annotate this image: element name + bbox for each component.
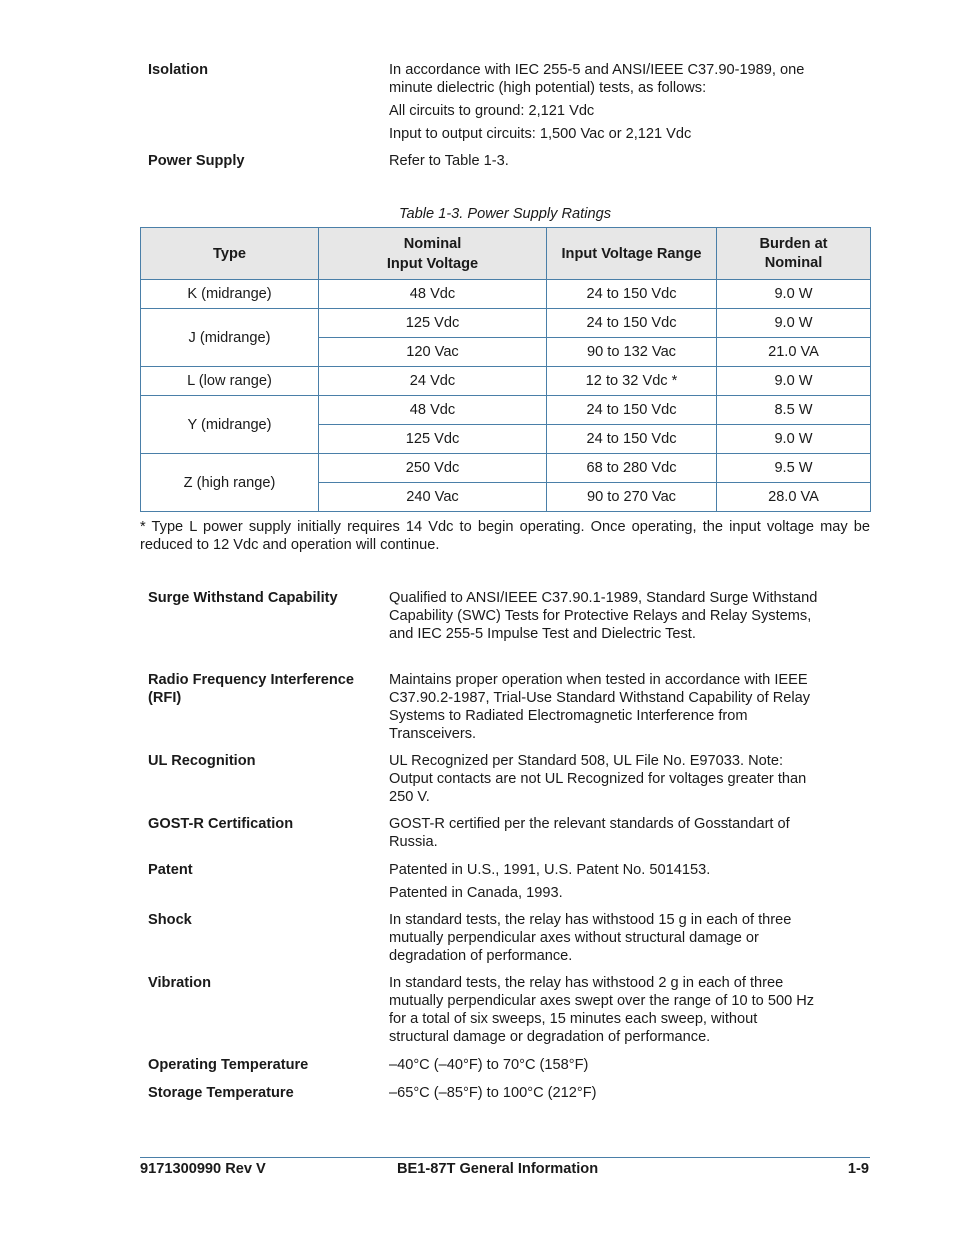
spec-value (389, 1056, 819, 1074)
spec-label: Radio Frequency Interference (RFI) (148, 672, 354, 706)
spec-value (389, 974, 819, 1046)
spec-value (389, 1084, 819, 1102)
cell-type: K (midrange) (141, 280, 319, 309)
cell-burden: 9.0 W (717, 367, 871, 396)
header-input-voltage-range: Input Voltage Range (547, 228, 717, 280)
cell-range: 24 to 150 Vdc (547, 396, 717, 425)
table-row (141, 454, 871, 483)
cell-range: 24 to 150 Vdc (547, 425, 717, 454)
table-header-row (141, 228, 871, 280)
footer-page-number: 1-9 (847, 1161, 869, 1177)
cell-range: 12 to 32 Vdc * (547, 367, 717, 396)
spec-label: Operating Temperature (148, 1057, 309, 1073)
spec-value (389, 671, 819, 743)
spec-label: Surge Withstand Capability (148, 590, 338, 606)
header-nominal-input-voltage: Nominal Input Voltage (319, 228, 547, 280)
spec-text: UL Recognized per Standard 508, UL File No. E97033. Note: Output contacts are not UL Recognized for voltages greater than 250 V. (389, 753, 807, 805)
spec-label: UL Recognition (148, 753, 256, 769)
cell-nominal: 48 Vdc (319, 280, 547, 309)
spec-text: All circuits to ground: 2,121 Vdc (389, 103, 595, 119)
table-row (141, 280, 871, 309)
cell-nominal: 125 Vdc (319, 425, 547, 454)
cell-range: 24 to 150 Vdc (547, 280, 717, 309)
cell-burden: 9.0 W (717, 425, 871, 454)
cell-nominal: 24 Vdc (319, 367, 547, 396)
spec-text: –40°C (–40°F) to 70°C (158°F) (389, 1057, 589, 1073)
table-footnote: * Type L power supply initially requires 14 Vdc to begin operating. Once operating, the input voltage may be reduced to 12 Vdc and operation will continue. (140, 519, 870, 553)
spec-label: Shock (148, 912, 192, 928)
spec-text: In accordance with IEC 255-5 and ANSI/IEEE C37.90-1989, one minute dielectric (high potential) tests, as follows: (389, 62, 805, 96)
cell-range: 90 to 270 Vac (547, 483, 717, 512)
footer-divider (140, 1157, 870, 1158)
spec-text: In standard tests, the relay has withstood 15 g in each of three mutually perpendicular axes without structural damage or degradation of performance. (389, 912, 792, 964)
table-row (141, 309, 871, 338)
spec-label: Patent (148, 862, 193, 878)
spec-value (389, 61, 819, 143)
spec-label: Power Supply (148, 153, 245, 169)
cell-range: 24 to 150 Vdc (547, 309, 717, 338)
cell-burden: 9.0 W (717, 309, 871, 338)
cell-nominal: 125 Vdc (319, 309, 547, 338)
spec-label: Storage Temperature (148, 1085, 294, 1101)
cell-burden: 28.0 VA (717, 483, 871, 512)
spec-text: –65°C (–85°F) to 100°C (212°F) (389, 1085, 597, 1101)
cell-type: Z (high range) (141, 454, 319, 512)
cell-range: 68 to 280 Vdc (547, 454, 717, 483)
power-supply-table (140, 227, 871, 512)
spec-value (389, 589, 819, 643)
spec-text: GOST-R certified per the relevant standards of Gosstandart of Russia. (389, 816, 790, 850)
spec-text: Maintains proper operation when tested in accordance with IEEE C37.90.2-1987, Trial-Use Standard Withstand Capability of Relay Systems to Radiated Electromagnetic Interference from Transceivers. (389, 672, 811, 742)
cell-range: 90 to 132 Vac (547, 338, 717, 367)
cell-burden: 9.5 W (717, 454, 871, 483)
spec-value (389, 152, 819, 170)
table-row (141, 367, 871, 396)
cell-nominal: 120 Vac (319, 338, 547, 367)
spec-text: Patented in Canada, 1993. (389, 885, 563, 901)
spec-label: GOST-R Certification (148, 816, 294, 832)
cell-nominal: 240 Vac (319, 483, 547, 512)
cell-burden: 9.0 W (717, 280, 871, 309)
spec-value (389, 911, 819, 965)
spec-value (389, 861, 819, 902)
footer-doc-number: 9171300990 Rev V (140, 1161, 266, 1177)
header-type: Type (141, 228, 319, 280)
header-burden: Burden at Nominal (717, 228, 871, 280)
cell-type: Y (midrange) (141, 396, 319, 454)
spec-text: Patented in U.S., 1991, U.S. Patent No. 5014153. (389, 862, 711, 878)
table-row (141, 396, 871, 425)
table-caption: Table 1-3. Power Supply Ratings (398, 206, 611, 222)
cell-nominal: 250 Vdc (319, 454, 547, 483)
cell-type: L (low range) (141, 367, 319, 396)
spec-value (389, 815, 819, 851)
spec-value (389, 752, 819, 806)
cell-nominal: 48 Vdc (319, 396, 547, 425)
cell-type: J (midrange) (141, 309, 319, 367)
cell-burden: 21.0 VA (717, 338, 871, 367)
spec-label: Vibration (148, 975, 211, 991)
spec-text: In standard tests, the relay has withstood 2 g in each of three mutually perpendicular axes swept over the range of 10 to 500 Hz for a total of six sweeps, 15 minutes each sweep, without structural damage or degradation of performance. (389, 975, 815, 1045)
spec-text: Qualified to ANSI/IEEE C37.90.1-1989, Standard Surge Withstand Capability (SWC) Tests for Protective Relays and Relay Systems, and IEC 255-5 Impulse Test and Dielectric Test. (389, 590, 818, 642)
spec-text: Input to output circuits: 1,500 Vac or 2,121 Vdc (389, 126, 692, 142)
cell-burden: 8.5 W (717, 396, 871, 425)
spec-text: Refer to Table 1-3. (389, 153, 509, 169)
spec-label: Isolation (148, 62, 208, 78)
footer-title: BE1-87T General Information (397, 1161, 599, 1177)
